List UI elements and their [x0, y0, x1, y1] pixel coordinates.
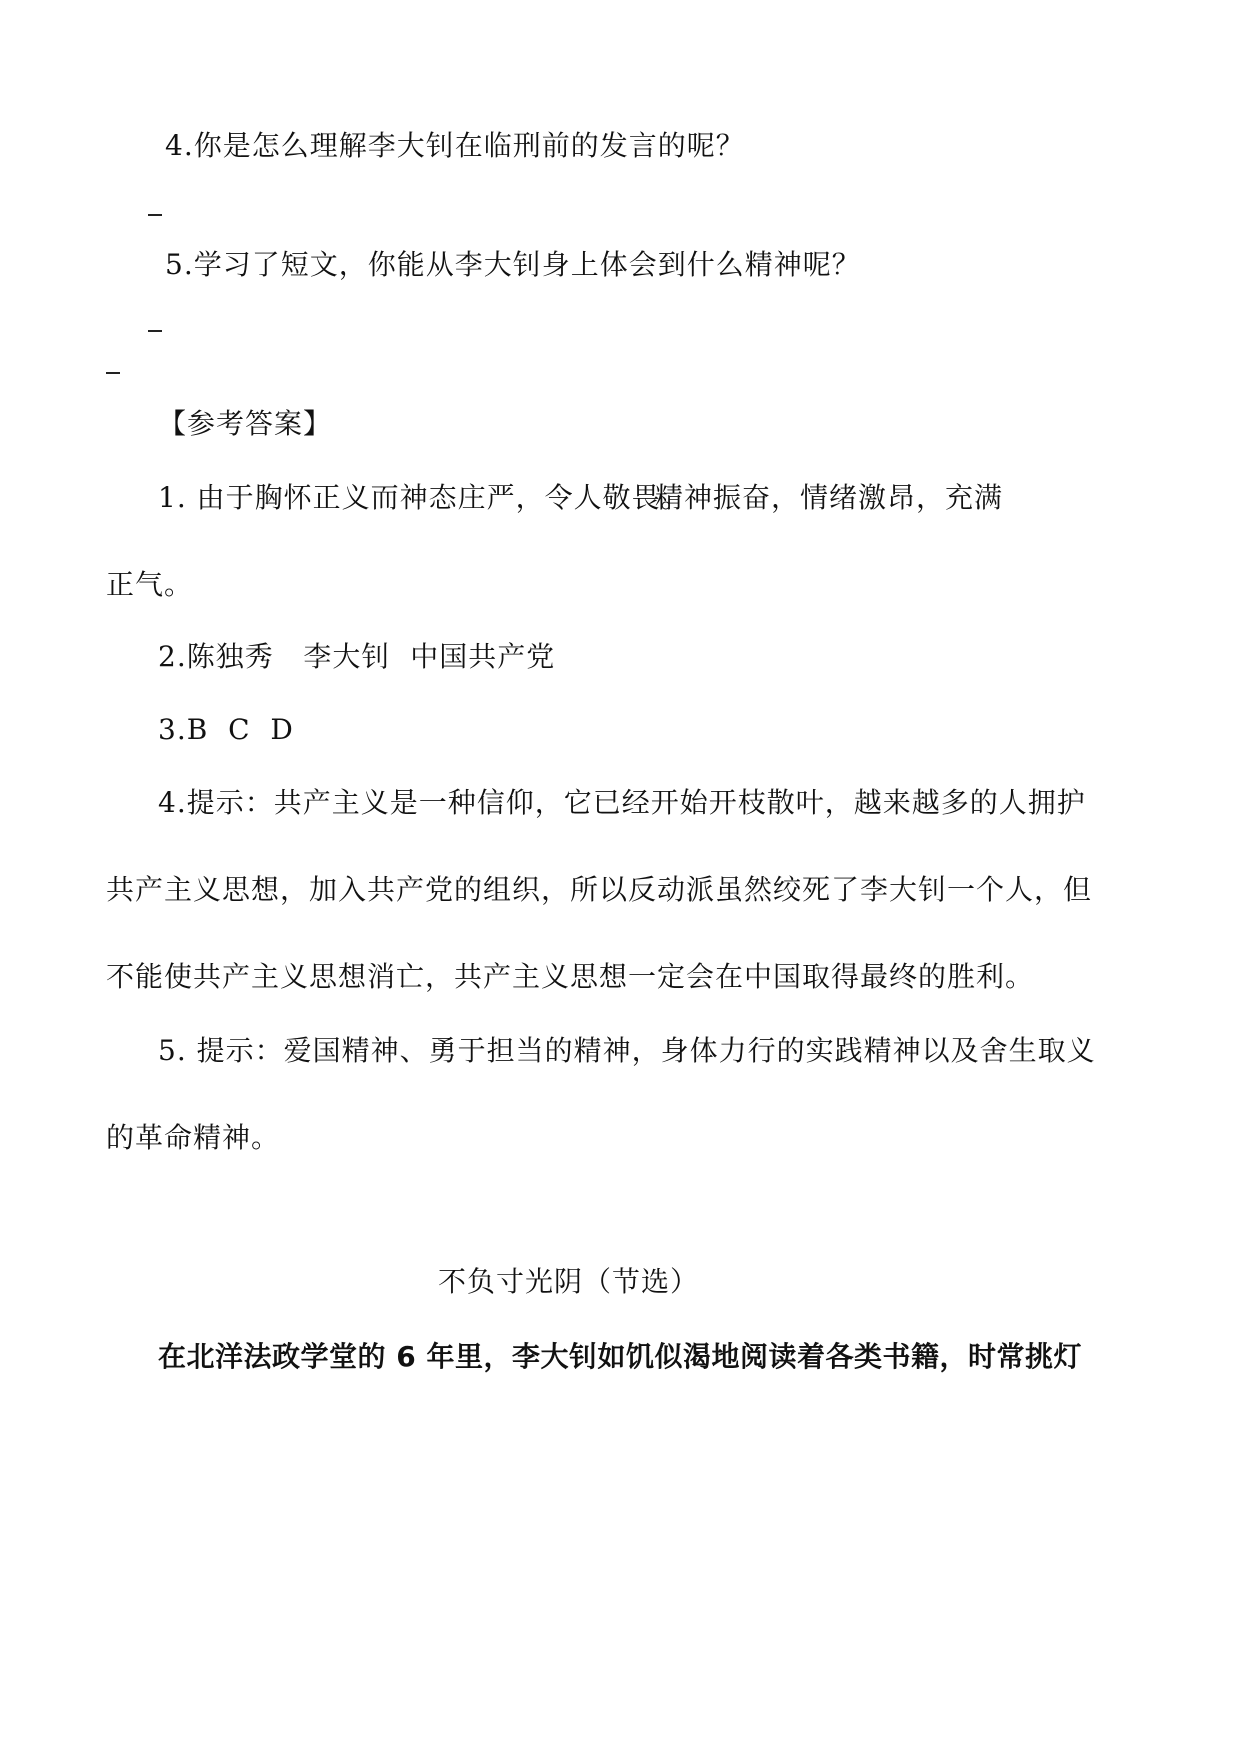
question-5: 5.学习了短文，你能从李大钊身上体会到什么精神呢？ [165, 248, 861, 281]
answer-heading: 【参考答案】 [158, 407, 333, 440]
answer-3: 3.B C D [158, 713, 294, 746]
answer-blank-5b [106, 372, 120, 374]
answer-1-part2: 精神振奋，情绪激昂，充满 [654, 481, 1003, 514]
answer-blank-4 [148, 214, 162, 216]
answer-5-line1: 5. 提示：爱国精神、勇于担当的精神，身体力行的实践精神以及舍生取义 [158, 1034, 1096, 1067]
answer-1-part1: 1. 由于胸怀正义而神态庄严，令人敬畏。 [158, 481, 690, 514]
passage-line-1: 在北洋法政学堂的 6 年里，李大钊如饥似渴地阅读着各类书籍，时常挑灯 [158, 1340, 1082, 1373]
answer-2: 2.陈独秀 李大钊 中国共产党 [158, 640, 556, 673]
answer-4-line2: 共产主义思想，加入共产党的组织，所以反动派虽然绞死了李大钊一个人，但 [106, 873, 1093, 906]
answer-blank-5a [148, 330, 162, 332]
passage-title: 不负寸光阴（节选） [438, 1265, 700, 1298]
answer-4-line1: 4.提示：共产主义是一种信仰，它已经开始开枝散叶，越来越多的人拥护 [158, 786, 1086, 819]
answer-4-line3: 不能使共产主义思想消亡，共产主义思想一定会在中国取得最终的胜利。 [106, 960, 1035, 993]
answer-5-line2: 的革命精神。 [106, 1121, 281, 1154]
answer-1-line1 [158, 478, 1003, 518]
question-4: 4.你是怎么理解李大钊在临刑前的发言的呢？ [165, 129, 745, 162]
answer-1-line2: 正气。 [106, 568, 194, 601]
